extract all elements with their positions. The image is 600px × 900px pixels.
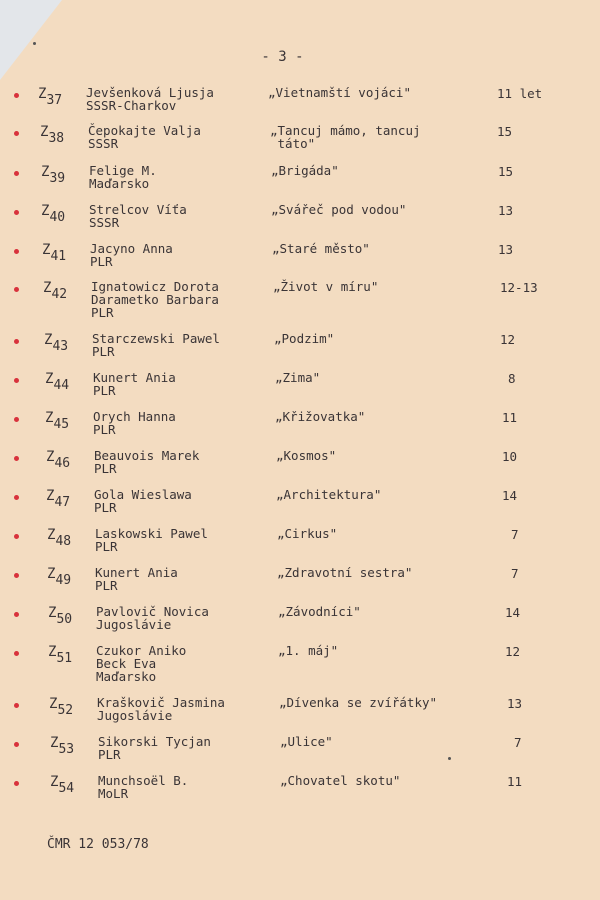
entry-code: $Z_{48}$	[47, 527, 72, 549]
artwork-title: „Křižovatka"	[275, 409, 366, 424]
entry-code: $Z_{50}$	[48, 605, 73, 627]
author-name-country: Munchsoël B. MoLR	[98, 773, 189, 801]
ink-speck	[33, 42, 36, 45]
red-check-mark	[14, 651, 19, 656]
entry-code: $Z_{46}$	[46, 449, 71, 471]
red-check-mark	[14, 612, 19, 617]
author-age: 14	[505, 605, 521, 620]
artwork-title: „1. máj"	[278, 643, 339, 658]
red-check-mark	[14, 573, 19, 578]
author-age: 7	[511, 527, 519, 542]
entry-code: $Z_{49}$	[47, 566, 72, 588]
entry-code: $Z_{44}$	[45, 371, 70, 393]
author-name-country: Gola Wieslawa PLR	[94, 487, 192, 515]
red-check-mark	[14, 249, 19, 254]
author-age: 7	[511, 566, 519, 581]
author-age: 13	[507, 696, 523, 711]
artwork-title: „Podzim"	[274, 331, 335, 346]
red-check-mark	[14, 417, 19, 422]
red-check-mark	[14, 93, 19, 98]
artwork-title: „Kosmos"	[276, 448, 337, 463]
artwork-title: „Architektura"	[276, 487, 382, 502]
entry-code: $Z_{51}$	[48, 644, 73, 666]
red-check-mark	[14, 534, 19, 539]
artwork-title: „Staré město"	[272, 241, 370, 256]
artwork-title: „Zima"	[275, 370, 321, 385]
author-age: 12	[505, 644, 521, 659]
red-check-mark	[14, 131, 19, 136]
entry-code: $Z_{45}$	[45, 410, 70, 432]
folded-corner	[0, 0, 62, 80]
author-name-country: Starczewski Pawel PLR	[92, 331, 220, 359]
red-check-mark	[14, 495, 19, 500]
author-age: 13	[498, 242, 514, 257]
author-name-country: Czukor Aniko Beck Eva Maďarsko	[96, 643, 187, 684]
artwork-title: „Závodníci"	[278, 604, 361, 619]
artwork-title: „Brigáda"	[271, 163, 339, 178]
author-name-country: Kraškovič Jasmina Jugoslávie	[97, 695, 225, 723]
red-check-mark	[14, 703, 19, 708]
entry-code: $Z_{54}$	[50, 774, 75, 796]
author-name-country: Kunert Ania PLR	[93, 370, 176, 398]
red-check-mark	[14, 210, 19, 215]
author-age: 15	[498, 164, 514, 179]
artwork-title: „Svářeč pod vodou"	[271, 202, 407, 217]
entry-code: $Z_{43}$	[44, 332, 69, 354]
author-name-country: Čepokajte Valja SSSR	[88, 123, 201, 151]
author-age: 8	[508, 371, 516, 386]
author-name-country: Beauvois Marek PLR	[94, 448, 200, 476]
artwork-title: „Vietnamští vojáci"	[268, 85, 411, 100]
author-name-country: Pavlovič Novica Jugoslávie	[96, 604, 209, 632]
red-check-mark	[14, 781, 19, 786]
author-age: 12	[500, 332, 516, 347]
red-check-mark	[14, 339, 19, 344]
author-age: 13	[498, 203, 514, 218]
author-age: 10	[502, 449, 518, 464]
author-name-country: Kunert Ania PLR	[95, 565, 178, 593]
artwork-title: „Tancuj mámo, tancuj táto"	[270, 123, 421, 151]
author-age: 11 let	[497, 86, 543, 101]
red-check-mark	[14, 742, 19, 747]
document-reference: ČMR 12 053/78	[47, 837, 149, 852]
author-age: 14	[502, 488, 518, 503]
artwork-title: „Zdravotní sestra"	[277, 565, 413, 580]
ink-speck	[448, 757, 451, 760]
author-name-country: Ignatowicz Dorota Darametko Barbara PLR	[91, 279, 219, 320]
entry-code: $Z_{37}$	[38, 86, 63, 108]
artwork-title: „Chovatel skotu"	[280, 773, 401, 788]
entry-code: $Z_{52}$	[49, 696, 74, 718]
author-age: 15	[497, 124, 513, 139]
entry-code: $Z_{41}$	[42, 242, 67, 264]
red-check-mark	[14, 287, 19, 292]
entry-code: $Z_{53}$	[50, 735, 75, 757]
page-number: - 3 -	[261, 49, 304, 65]
artwork-title: „Ulice"	[280, 734, 333, 749]
author-age: 12-13	[500, 280, 538, 295]
red-check-mark	[14, 456, 19, 461]
author-name-country: Orych Hanna PLR	[93, 409, 176, 437]
entry-code: $Z_{47}$	[46, 488, 71, 510]
author-name-country: Jevšenková Ljusja SSSR-Charkov	[86, 85, 214, 113]
author-age: 11	[502, 410, 518, 425]
artwork-title: „Dívenka se zvířátky"	[279, 695, 438, 710]
author-name-country: Laskowski Pawel PLR	[95, 526, 208, 554]
author-name-country: Sikorski Tycjan PLR	[98, 734, 211, 762]
entry-code: $Z_{39}$	[41, 164, 66, 186]
entry-code: $Z_{42}$	[43, 280, 68, 302]
artwork-title: „Cirkus"	[277, 526, 338, 541]
red-check-mark	[14, 378, 19, 383]
author-name-country: Felige M. Maďarsko	[89, 163, 157, 191]
author-name-country: Jacyno Anna PLR	[90, 241, 173, 269]
entry-code: $Z_{40}$	[41, 203, 66, 225]
author-name-country: Strelcov Víťa SSSR	[89, 202, 187, 230]
author-age: 7	[514, 735, 522, 750]
entry-code: $Z_{38}$	[40, 124, 65, 146]
artwork-title: „Život v míru"	[273, 279, 379, 294]
red-check-mark	[14, 171, 19, 176]
author-age: 11	[507, 774, 523, 789]
